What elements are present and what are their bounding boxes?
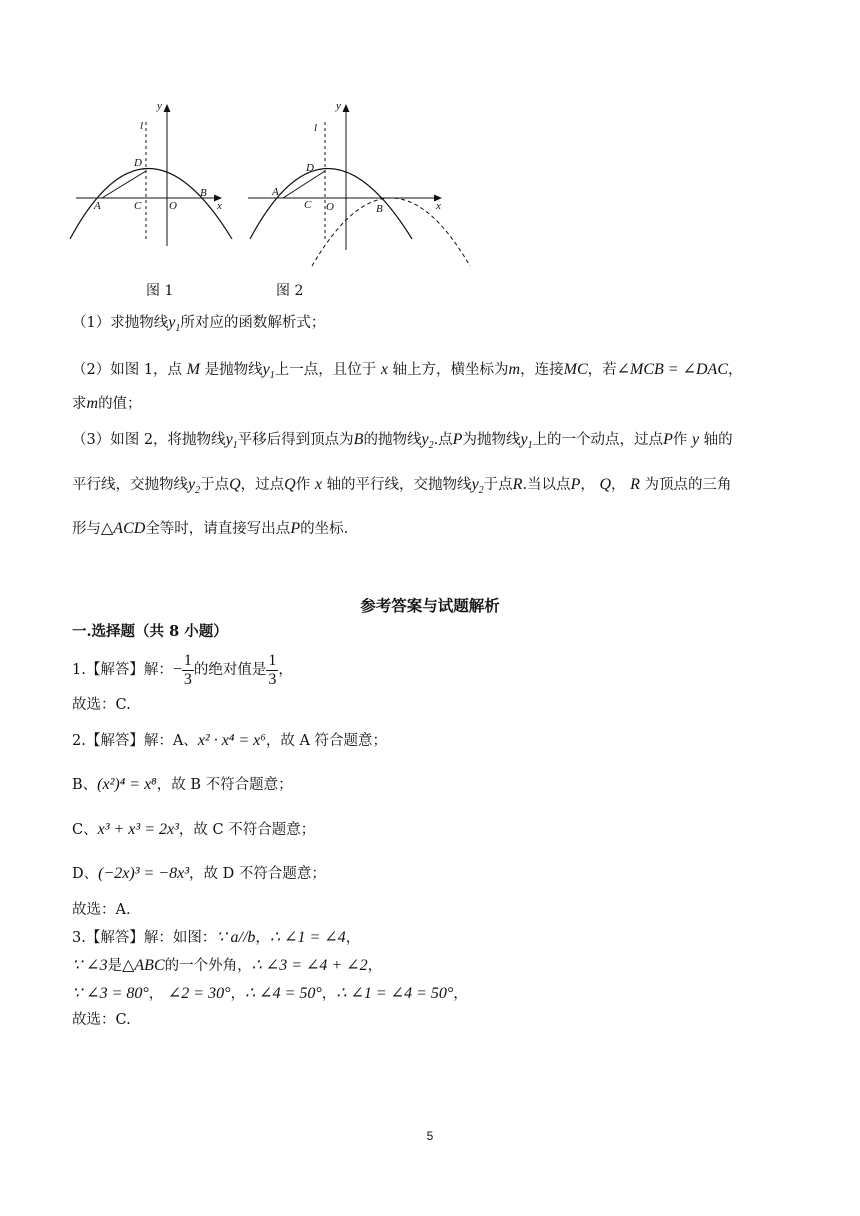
label-O: O bbox=[169, 200, 177, 212]
question-3-line-3: 形与△ACD全等时，请直接写出点P的坐标. bbox=[72, 520, 349, 537]
label-y: y bbox=[336, 100, 341, 112]
question-3-line-1: （3）如图 2，将抛物线$y_1$平移后得到顶点为B的抛物线$y_2$.点P为抛物线$y_1$上的一个动点，过点P作 y 轴的 bbox=[72, 431, 733, 451]
question-2-line-2: 求m的值； bbox=[72, 395, 142, 412]
fraction-one-third: $\frac{1}{3}$ bbox=[268, 651, 277, 688]
answer-title: 参考答案与试题解析 bbox=[360, 596, 500, 615]
label-O: O bbox=[326, 201, 334, 213]
label-y: y bbox=[157, 100, 162, 112]
y-axis-arrow bbox=[343, 104, 350, 112]
page-number: 5 bbox=[426, 1129, 434, 1143]
label-A: A bbox=[94, 200, 101, 212]
figure-1-caption: 图 1 bbox=[146, 283, 174, 299]
answer-1: 1.【解答】解：− $\frac{1}{3}$ 的绝对值是 $\frac{1}{3}$ ， bbox=[72, 651, 293, 688]
answer-2-C: C、x³ + x³ = 2x³，故 C 不符合题意； bbox=[72, 821, 316, 838]
answer-1-choice: 故选：C. bbox=[72, 697, 131, 713]
fraction-one-third: $\frac{1}{3}$ bbox=[183, 651, 192, 688]
label-l: l bbox=[314, 122, 318, 134]
label-x: x bbox=[217, 200, 222, 212]
question-2-line-1: （2）如图 1，点 M 是抛物线$y_1$上一点，且位于 x 轴上方，横坐标为m，连接MC，若∠MCB = ∠DAC， bbox=[72, 361, 743, 381]
question-3-line-2: 平行线，交抛物线$y_2$于点Q，过点Q作 x 轴的平行线，交抛物线$y_2$于点R.当以点P， Q， R 为顶点的三角 bbox=[72, 476, 732, 496]
label-C: C bbox=[304, 199, 312, 211]
label-B: B bbox=[200, 187, 207, 199]
answer-3-line-3: ∵ ∠3 = 80°， ∠2 = 30°，∴ ∠4 = 50°，∴ ∠1 = ∠4 = 50°， bbox=[72, 985, 468, 1002]
answer-2-choice: 故选：A. bbox=[72, 902, 131, 918]
answer-2-D: D、(−2x)³ = −8x³，故 D 不符合题意； bbox=[72, 865, 326, 882]
label-l: l bbox=[140, 120, 144, 132]
label-C: C bbox=[134, 200, 142, 212]
answer-2-B: B、(x²)⁴ = x⁸，故 B 不符合题意； bbox=[72, 776, 293, 793]
figure-2-caption: 图 2 bbox=[276, 283, 304, 299]
label-A: A bbox=[272, 186, 279, 198]
y-axis-arrow bbox=[164, 104, 171, 112]
figure-1 bbox=[66, 98, 236, 248]
figure-2 bbox=[246, 98, 476, 268]
label-B: B bbox=[376, 203, 383, 215]
answer-3-choice: 故选：C. bbox=[72, 1012, 131, 1028]
label-D: D bbox=[306, 162, 314, 174]
label-D: D bbox=[134, 157, 142, 169]
question-1: （1）求抛物线$y_1$所对应的函数解析式； bbox=[72, 314, 326, 334]
answer-2-A: 2.【解答】解：A、x² · x⁴ = x⁶，故 A 符合题意； bbox=[72, 732, 388, 749]
answer-3-line-2: ∵ ∠3是△ABC的一个外角，∴ ∠3 = ∠4 + ∠2， bbox=[72, 957, 383, 974]
section-heading: 一.选择题（共 8 小题） bbox=[72, 623, 228, 640]
label-x: x bbox=[436, 200, 441, 212]
answer-3-line-1: 3.【解答】解：如图：∵ a//b，∴ ∠1 = ∠4， bbox=[72, 929, 361, 946]
